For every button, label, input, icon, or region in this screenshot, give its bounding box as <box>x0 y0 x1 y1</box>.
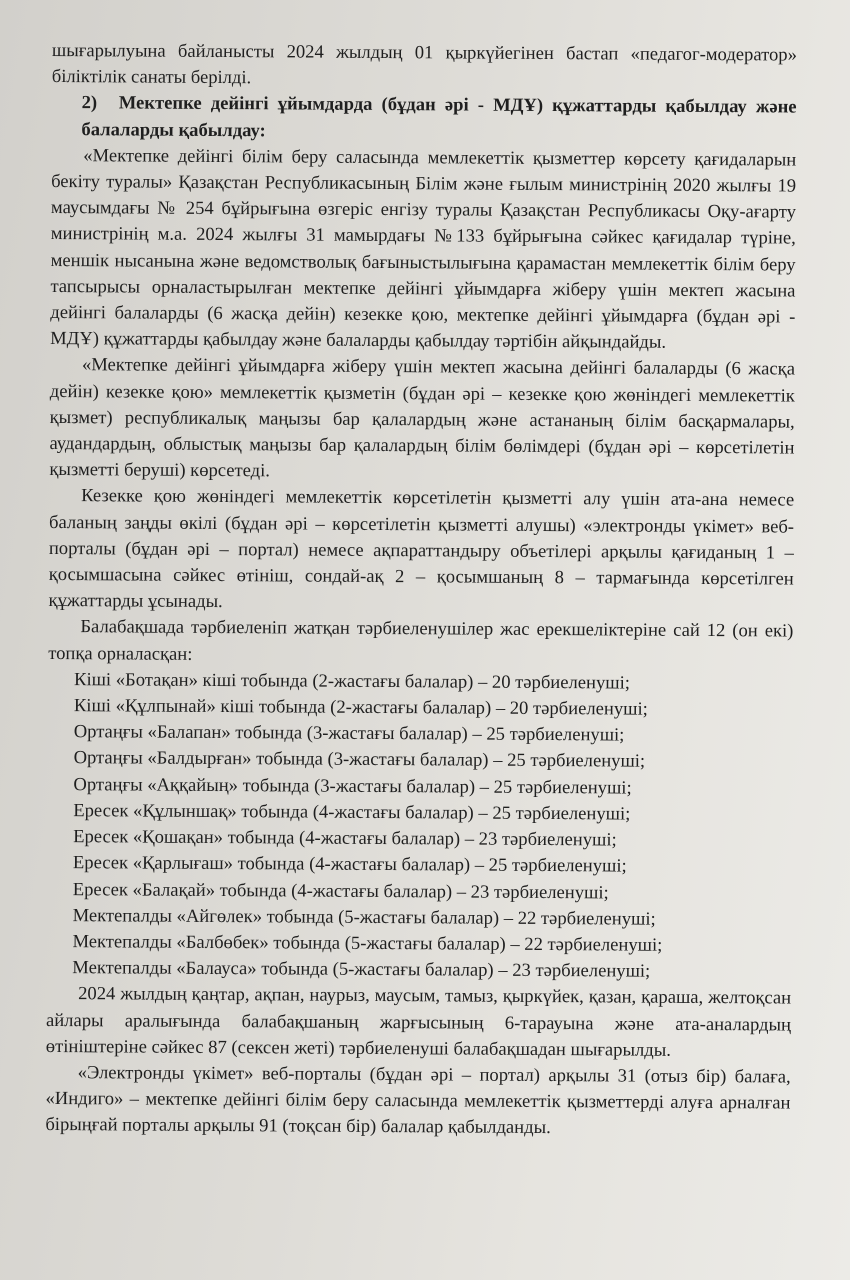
section-heading-text: Мектепке дейінгі ұйымдарда (бұдан әрі - МДҰ) құжаттарды қабылдау және балаларды қабылдау: <box>81 92 797 141</box>
group-item: Ересек «Қошақан» тобында (4-жастағы балалар) – 23 тәрбиеленуші; <box>73 826 617 851</box>
paragraph-continued: шығарылуына байланысты 2024 жылдың 01 қыркүйегінен бастап «педагог-модератор» біліктілік санаты берілді. <box>51 39 797 89</box>
group-item: Ортаңғы «Балапан» тобында (3-жастағы балалар) – 25 тәрбиеленуші; <box>73 721 625 746</box>
group-item: Ортаңғы «Аққайың» тобында (3-жастағы балалар) – 25 тәрбиеленуші; <box>73 773 632 799</box>
document-body <box>45 38 797 1143</box>
group-list <box>46 667 793 986</box>
group-item: Ересек «Балақай» тобында (4-жастағы балалар) – 23 тәрбиеленуші; <box>72 878 609 903</box>
section-heading <box>51 90 796 147</box>
paragraph-application: Кезекке қою жөніндегі мемлекеттік көрсетілетін қызметті алу үшін ата-ана немесе баланың заңды өкілі (бұдан әрі – көрсетілетін қызметті алушы) «электронды үкімет» веб-порталы (бұдан әрі – портал) немесе ақпараттандыру объетілері арқылы қағиданың 1 – қосымшасына сәйкес өтініш, сондай-ақ 2 – қосымшаның 8 – тармағында көрсетілген құжаттарды ұсынады. <box>48 485 795 613</box>
paragraph-queue-service: «Мектепке дейінгі ұйымдарға жіберу үшін мектеп жасына дейінгі балаларды (6 жасқа дейін) кезекке қою» мемлекеттік қызметін (бұдан әрі – кезекке қою жөніндегі мемлекеттік қызмет) республикалық маңызы бар қалалардың және астананың білім басқармалары, аудандардың, облыстық маңызы бар қалалардың білім бөлімдері (бұдан әрі – көрсетілетін қызметті беруші) көрсетеді. <box>49 354 796 482</box>
group-item: Мектепалды «Балбөбек» тобында (5-жастағы балалар) – 22 тәрбиеленуші; <box>72 931 663 956</box>
group-item: Мектепалды «Балауса» тобында (5-жастағы балалар) – 23 тәрбиеленуші; <box>72 957 651 982</box>
group-item: Кіші «Құлпынай» кіші тобында (2-жастағы балалар) – 20 тәрбиеленуші; <box>73 695 648 720</box>
section-number: 2) <box>81 92 98 114</box>
paragraph-admissions: «Электронды үкімет» веб-порталы (бұдан әрі – портал) арқылы 31 (отыз бір) балаға, «Индиго» – мектепке дейінгі білім беру саласында мемлекеттік қызметтерді алуға арналған бірыңғай порталы арқылы 91 (тоқсан бір) балалар қабылданды. <box>45 1062 791 1139</box>
paragraph-rules: «Мектепке дейінгі білім беру саласында мемлекеттік қызметтер көрсету қағидаларын бекіту туралы» Қазақстан Республикасының Білім және ғылым министрінің 2020 жылғы 19 маусымдағы № 254 бұйрығына өзгеріс енгізу туралы Қазақстан Республикасы Оқу-ағарту министрінің м.а. 2024 жылғы 31 мамырдағы №133 бұйрығына сәйкес қағидалар түріне, меншік нысанына және ведомстволық бағыныстылығына қарамастан мемлекеттік білім беру тапсырысы орналастырылған мектепке дейінгі ұйымдарға жіберу үшін мектеп жасына дейінгі балаларды (6 жасқа дейін) кезекке қою, мектепке дейінгі ұйымдарға (бұдан әрі - МДҰ) құжаттарды қабылдау және балаларды қабылдау тәртібін айқындайды. <box>50 145 797 353</box>
group-item: Ересек «Құлыншақ» тобында (4-жастағы балалар) – 25 тәрбиеленуші; <box>73 800 631 825</box>
paragraph-groups-intro: Балабақшада тәрбиеленіп жатқан тәрбиеленушілер жас ерекшеліктеріне сай 12 (он екі) топқа орналасқан: <box>48 616 794 665</box>
group-item: Кіші «Ботақан» кіші тобында (2-жастағы балалар) – 20 тәрбиеленуші; <box>74 669 631 694</box>
paragraph-withdrawals: 2024 жылдың қаңтар, ақпан, наурыз, маусым, тамыз, қыркүйек, қазан, қараша, желтоқсан айлары аралығында балабақшаның жарғысының 6-тарауына және ата-аналардың өтініштеріне сәйкес 87 (сексен жеті) тәрбиеленуші балабақшадан шығарылды. <box>45 983 792 1061</box>
group-item: Мектепалды «Айгөлек» тобында (5-жастағы балалар) – 22 тәрбиеленуші; <box>72 904 656 930</box>
group-item: Ортаңғы «Балдырған» тобында (3-жастағы балалар) – 25 тәрбиеленуші; <box>73 747 646 773</box>
group-item: Ересек «Қарлығаш» тобында (4-жастағы балалар) – 25 тәрбиеленуші; <box>72 852 627 877</box>
